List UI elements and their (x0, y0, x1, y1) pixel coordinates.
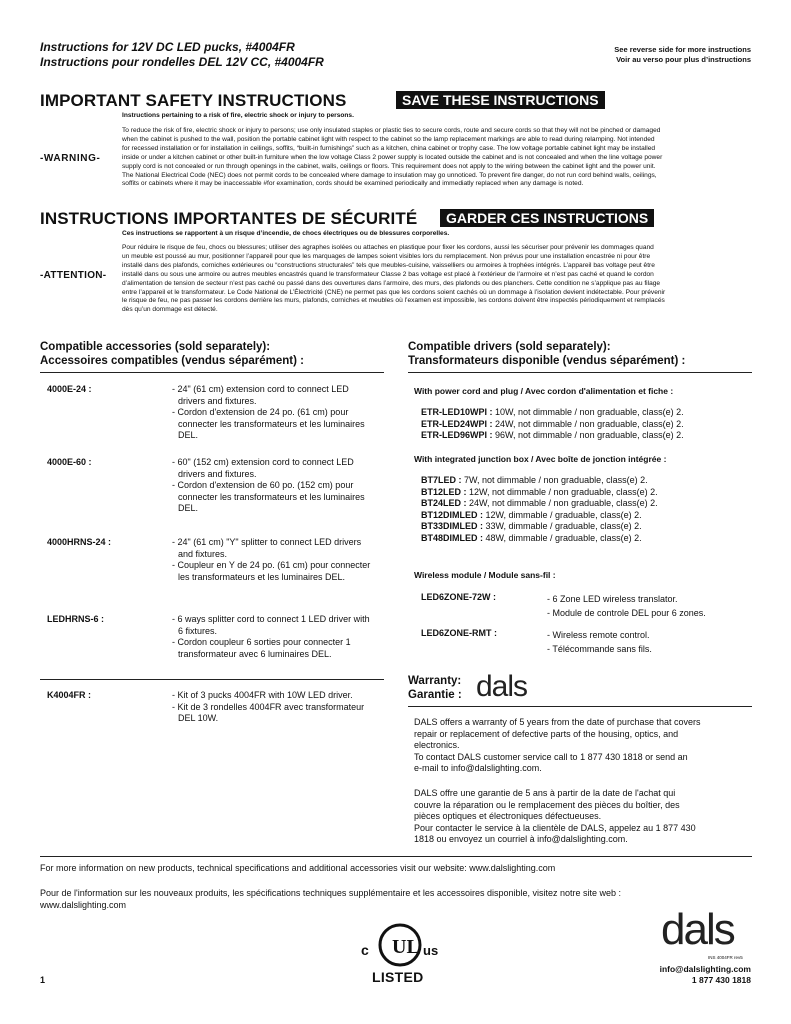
warranty-heading: Warranty: Garantie : (408, 675, 462, 701)
accessory-description: - 24" (61 cm) extension cord to connect LED drivers and fixtures. - Cordon d'extension de 24 po. (61 cm) pour connecter les transformateurs et les luminaires DEL. (172, 384, 365, 440)
wireless-description: - Wireless remote control. - Télécommande sans fils. (547, 630, 652, 654)
dals-logo-footer: dals (661, 905, 734, 954)
wireless-model: LED6ZONE-RMT : (421, 628, 497, 638)
warranty-text-en: DALS offers a warranty of 5 years from the date of purchase that covers repair or replacement of defective parts of the housing, optics, and electronics. To contact DALS customer service call to 1 877 430 1818 or send an e-mail to info@dalslighting.com. (414, 717, 701, 773)
dals-logo-warranty: dals (476, 670, 528, 703)
junction-driver-list (421, 475, 658, 544)
footer-info-fr: Pour de l'information sur les nouveaux produits, les spécifications techniques supplémentaire et les accessoires disponible, visitez notre site web : www.dalslighting.com (40, 888, 622, 910)
footer-rule (40, 856, 752, 857)
accessory-description: - 24" (61 cm) "Y" splitter to connect LED drivers and fixtures. - Coupleur en Y de 24 po. (61 cm) pour connecter les transformateurs et les luminaires DEL. (172, 537, 371, 582)
warranty-text-fr: DALS offre une garantie de 5 ans à partir de la date de l'achat qui couvre la réparation ou le remplacement des pièces du boîtier, des pièces optiques et électroniques défectueuses. Pour contacter le service à la clientèle de DALS, appelez au 1 877 430 1818 ou envoyez un courriel à info@dalslighting.com. (414, 788, 696, 844)
accessories-rule-2 (40, 679, 384, 680)
safety-text-en: To reduce the risk of fire, electric shock or injury to persons; use only insulated staples or plastic ties to secure cords, route and secure cords so that they will not be pinched or damaged when the cabinet is pushed to the wall, position the portable cabinet light with respect to the cabinet so the lamp replacement markings are able to read during relamping. Not intended for recessed installation or for installation in ceilings, soffits, “built-in furnishings” such as a kitchen, china cabinet or trophy case. The low voltage portable cabinet light may be installed inside or under a kitchen cabinet or other built-in furniture when the low voltage Class 2 power supply is located outside the cabinet and is not concealed and when the line voltage power supply cord is not concealed or run through openings in the cabinet, walls, ceilings or floors. This requirement does not apply to the wiring between the cabinet light and the power unit. The National Electrical Code (NEC) does not permit cords to be concealed where damage to insulation may go unnoticed. To prevent fire danger, do not run cord behind walls, ceilings, soffits or cabinets where it may be inaccessable #for examination, cords should be examined periodically and immediatly replaced when any damage is noted. (122, 127, 663, 188)
accessory-description: - 60" (152 cm) extension cord to connect LED drivers and fixtures. - Cordon d'extension de 60 po. (152 cm) pour connecter les transformateurs et les luminaires DEL. (172, 457, 365, 513)
website-link[interactable]: www.dalslighting.com (40, 899, 127, 910)
ul-mark-text: UL (392, 936, 420, 958)
accessory-description: - Kit of 3 pucks 4004FR with 10W LED driver. - Kit de 3 rondelles 4004FR avec transformateur DEL 10W. (172, 690, 365, 723)
accessory-name: 4000E-24 : (47, 384, 92, 394)
driver-item: ETR-LED96WPI : 96W, not dimmable / non graduable, class(e) 2. (421, 430, 684, 440)
driver-item: ETR-LED10WPI : 10W, not dimmable / non graduable, class(e) 2. (421, 407, 684, 417)
driver-item: BT12LED : 12W, not dimmable / non graduable, class(e) 2. (421, 486, 658, 497)
doc-title-en: Instructions for 12V DC LED pucks, #4004FR (40, 40, 295, 54)
footer-contact (660, 964, 751, 986)
accessory-name: 4000E-60 : (47, 457, 92, 467)
plug-driver-list (421, 407, 684, 442)
driver-item: BT33DIMLED : 33W, dimmable / graduable, class(e) 2. (421, 521, 642, 531)
driver-item: ETR-LED24WPI : 24W, not dimmable / non graduable, class(e) 2. (421, 418, 684, 429)
reverse-note-fr: Voir au verso pour plus d’instructions (616, 55, 751, 64)
footer-phone: 1 877 430 1818 (691, 975, 751, 985)
ul-listed-mark (355, 920, 445, 988)
doc-title-fr: Instructions pour rondelles DEL 12V CC, #4004FR (40, 55, 324, 69)
safety-text-fr: Pour réduire le risque de feu, chocs ou blessures; utiliser des agraphes isolées ou attaches en plastique pour fixer les cordons, aussi les sécuriser pour prévenir les dommages quand un meuble est poussé au mur, positionner l’appareil pour que les marquages de lampes soient visibles lors du remplacement. Non prévus pour une installation encastrée ni pour être installé dans des plafonds, corniches extérieures ou “constructions structurales” tels que meubles-cuisine, vaisselliers ou armoires à trophées intégrés. L’appareil bas voltage peut être installé dans ou sous une armoire ou autres meubles encastrés quand le transformateur Classe 2 bas voltage est placé à l’extérieur de l’armoire et n’est pas caché et quand le cordon d’alimentation de tension de secteur n’est pas caché ou passé dans des ouvertures dans l’armoire, des murs, des plafonds ou des planchers. Cette condition ne s’applique pas au filage entre l’appareil et le transformateur. Le Code National de L’Électricité (CNE) ne permet pas que les cordons soient cachés où un dommage à l’isolation devient indétectable. Pour prévenir le risque de feu, ne pas passer les cordons derrière les murs, plafonds, corniches et meubles où l’examen est impossible, les cordons doivent être inspectés périodiquement et remplacés dès qu’un dommage est détecté. (122, 244, 666, 314)
ul-c-text: c (361, 942, 369, 958)
accessory-name: 4000HRNS-24 : (47, 537, 112, 547)
ul-listed-text: LISTED (372, 969, 424, 985)
drivers-rule (408, 372, 752, 373)
doc-code: INS 4004FR rev5 (708, 955, 743, 960)
driver-item: BT7LED : 7W, not dimmable / non graduable, class(e) 2. (421, 475, 648, 485)
accessory-description: - 6 ways splitter cord to connect 1 LED driver with 6 fixtures. - Cordon coupleur 6 sorties pour connecter 1 transformateur avec 6 luminaires DEL. (172, 614, 370, 659)
warranty-rule (408, 706, 752, 707)
safety-subtitle-en: Instructions pertaining to a risk of fire, electric shock or injury to persons. (122, 112, 354, 119)
junction-drivers-heading: With integrated junction box / Avec boîte de jonction intégrée : (414, 454, 667, 464)
footer-info-en: For more information on new products, technical specifications and additional accessories visit our website: www.dalslighting.com (40, 863, 556, 873)
driver-item: BT48DIMLED : 48W, dimmable / graduable, class(e) 2. (421, 532, 642, 543)
warning-label: -WARNING- (40, 153, 101, 164)
page-number: 1 (40, 975, 46, 985)
wireless-description: - 6 Zone LED wireless translator. - Module de controle DEL pour 6 zones. (547, 594, 706, 618)
drivers-heading: Compatible drivers (sold separately): Transformateurs disponible (vendus séparément) : (408, 341, 686, 367)
accessories-rule (40, 372, 384, 373)
safety-heading-fr: INSTRUCTIONS IMPORTANTES DE SÉCURITÉ (40, 209, 418, 228)
ul-logo-icon (355, 920, 445, 970)
safety-subtitle-fr: Ces instructions se rapportent à un risque d’incendie, de chocs électriques ou de blessures corporelles. (122, 230, 450, 237)
wireless-model: LED6ZONE-72W : (421, 592, 497, 602)
attention-label: -ATTENTION- (40, 270, 107, 281)
driver-item: BT24LED : 24W, not dimmable / non graduable, class(e) 2. (421, 498, 658, 508)
driver-item: BT12DIMLED : 12W, dimmable / graduable, class(e) 2. (421, 509, 642, 520)
ul-us-text: us (423, 943, 439, 958)
wireless-heading: Wireless module / Module sans-fil : (414, 570, 556, 580)
accessories-heading: Compatible accessories (sold separately): Accessoires compatibles (vendus séparément) : (40, 341, 304, 367)
garder-instructions-badge: GARDER CES INSTRUCTIONS (440, 209, 654, 227)
safety-heading-en: IMPORTANT SAFETY INSTRUCTIONS (40, 91, 347, 110)
accessory-name: LEDHRNS-6 : (47, 614, 105, 624)
plug-drivers-heading: With power cord and plug / Avec cordon d'alimentation et fiche : (414, 386, 674, 396)
save-instructions-badge: SAVE THESE INSTRUCTIONS (396, 91, 605, 109)
accessory-name: K4004FR : (47, 690, 92, 700)
reverse-note-en: See reverse side for more instructions (614, 45, 751, 54)
footer-email[interactable]: info@dalslighting.com (659, 964, 751, 974)
